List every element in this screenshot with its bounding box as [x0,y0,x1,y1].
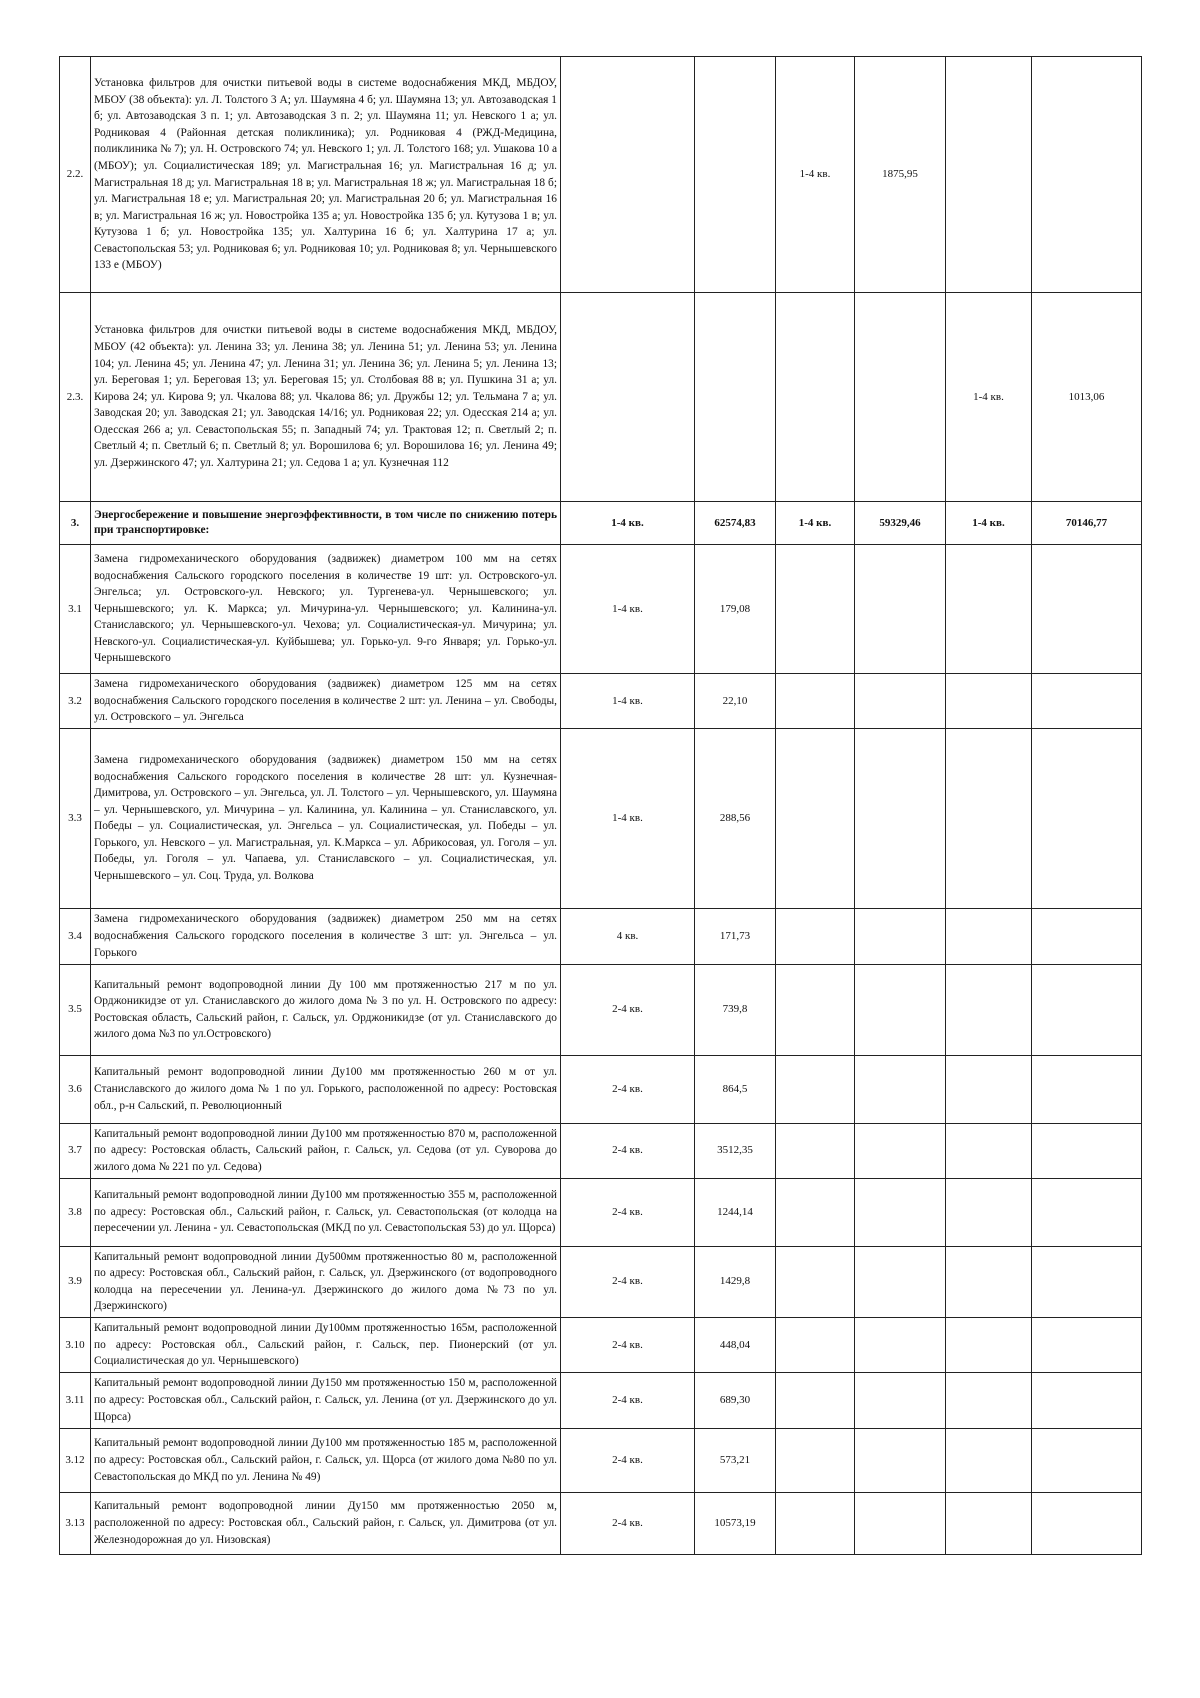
row-number: 3.6 [60,1055,91,1123]
row-number: 3.3 [60,728,91,908]
value-1: 1244,14 [695,1178,776,1246]
row-number: 3.4 [60,908,91,964]
row-description: Капитальный ремонт водопроводной линии Ду100 мм протяженностью 260 м от ул. Станиславского до жилого дома № 1 по ул. Горького, расположенной по адресу: Ростовская обл., р-н Сальский, п. Революционный [91,1055,561,1123]
table-row [60,1178,1142,1246]
document-page [59,56,1141,1555]
period-1: 1-4 кв. [561,674,695,729]
row-number: 2.2. [60,57,91,293]
value-2 [855,674,946,729]
period-2 [776,1123,855,1178]
value-2 [855,728,946,908]
period-2 [776,674,855,729]
row-description: Капитальный ремонт водопроводной линии Ду150 мм протяженностью 150 м, расположенной по адресу: Ростовская обл., Сальский район, г. Сальск, ул. Ленина (от ул. Дзержинского до ул. Щорса) [91,1372,561,1428]
period-3 [946,674,1032,729]
value-2 [855,1055,946,1123]
value-3 [1032,908,1142,964]
period-3: 1-4 кв. [946,293,1032,502]
table-row [60,293,1142,502]
value-1: 573,21 [695,1428,776,1492]
row-number: 3.7 [60,1123,91,1178]
value-2 [855,1492,946,1554]
table-row [60,1246,1142,1317]
value-2 [855,1372,946,1428]
period-2 [776,1428,855,1492]
period-2 [776,908,855,964]
row-number: 3.9 [60,1246,91,1317]
period-3 [946,1372,1032,1428]
row-number: 2.3. [60,293,91,502]
value-3 [1032,545,1142,674]
period-1: 2-4 кв. [561,1123,695,1178]
row-description: Замена гидромеханического оборудования (задвижек) диаметром 125 мм на сетях водоснабжения Сальского городского поселения в количестве 2 шт: ул. Ленина – ул. Свободы, ул. Островского – ул. Энгельса [91,674,561,729]
row-number: 3.11 [60,1372,91,1428]
value-3 [1032,1372,1142,1428]
period-3: 1-4 кв. [946,502,1032,545]
table-row [60,1123,1142,1178]
value-1 [695,293,776,502]
table-row [60,502,1142,545]
value-1: 3512,35 [695,1123,776,1178]
period-2 [776,1178,855,1246]
period-1: 2-4 кв. [561,1246,695,1317]
period-1 [561,57,695,293]
value-3: 70146,77 [1032,502,1142,545]
period-3 [946,57,1032,293]
period-1: 2-4 кв. [561,1492,695,1554]
period-2: 1-4 кв. [776,502,855,545]
row-description: Капитальный ремонт водопроводной линии Ду100 мм протяженностью 185 м, расположенной по адресу: Ростовская обл., Сальский район, г. Сальск, ул. Щорса (от жилого дома №80 по ул. Севастопольская до МКД по ул. Ленина № 49) [91,1428,561,1492]
table-body [60,57,1142,1555]
table-row [60,728,1142,908]
period-3 [946,545,1032,674]
period-3 [946,908,1032,964]
table-row [60,1372,1142,1428]
period-2 [776,1492,855,1554]
value-3 [1032,1123,1142,1178]
table-row [60,57,1142,293]
period-2 [776,1055,855,1123]
value-2: 59329,46 [855,502,946,545]
period-1: 2-4 кв. [561,1055,695,1123]
period-1: 1-4 кв. [561,502,695,545]
period-2 [776,1317,855,1372]
value-2 [855,1317,946,1372]
value-1: 1429,8 [695,1246,776,1317]
value-1: 22,10 [695,674,776,729]
period-1: 1-4 кв. [561,728,695,908]
period-2 [776,1246,855,1317]
period-1: 2-4 кв. [561,1317,695,1372]
period-2 [776,293,855,502]
value-3 [1032,57,1142,293]
period-3 [946,1492,1032,1554]
period-3 [946,1428,1032,1492]
period-2 [776,545,855,674]
value-1: 62574,83 [695,502,776,545]
value-1: 448,04 [695,1317,776,1372]
row-number: 3.1 [60,545,91,674]
measures-table [59,56,1142,1555]
period-1: 4 кв. [561,908,695,964]
value-1: 179,08 [695,545,776,674]
row-number: 3.13 [60,1492,91,1554]
row-description: Капитальный ремонт водопроводной линии Ду 100 мм протяженностью 217 м по ул. Орджоникидзе от ул. Станиславского до жилого дома № 3 по ул. Н. Островского по адресу: Ростовская область, Сальский район, г. Сальск, ул. Орджоникидзе (от ул. Станиславского до жилого дома №3 по ул.Островского) [91,964,561,1055]
value-2 [855,1246,946,1317]
row-description: Капитальный ремонт водопроводной линии Ду100 мм протяженностью 870 м, расположенной по адресу: Ростовская область, Сальский район, г. Сальск, ул. Седова (от ул. Суворова до жилого дома № 221 по ул. Седова) [91,1123,561,1178]
value-2: 1875,95 [855,57,946,293]
period-2 [776,728,855,908]
period-3 [946,1246,1032,1317]
period-2 [776,964,855,1055]
value-2 [855,1178,946,1246]
value-3: 1013,06 [1032,293,1142,502]
table-row [60,674,1142,729]
value-2 [855,964,946,1055]
row-number: 3.2 [60,674,91,729]
period-1: 2-4 кв. [561,1178,695,1246]
period-1: 2-4 кв. [561,1372,695,1428]
value-1: 288,56 [695,728,776,908]
row-number: 3. [60,502,91,545]
row-description: Установка фильтров для очистки питьевой воды в системе водоснабжения МКД, МБДОУ, МБОУ (38 объекта): ул. Л. Толстого 3 А; ул. Шаумяна 4 б; ул. Шаумяна 13; ул. Автозаводская 1 б; ул. Автозаводская 3 п. 1; ул. Автозаводская 3 п. 2; ул. Шаумяна 11; ул. Невского 1 а; ул. Родниковая 4 (Районная детская поликлиника); ул. Родниковая 4 (РЖД-Медицина, поликлиника № 7); ул. Н. Островского 74; ул. Невского 1; ул. Л. Толстого 168; ул. Ушакова 10 а (МБОУ); ул. Социалистическая 189; ул. Магистральная 16; ул. Магистральная 16 д; ул. Магистральная 18 д; ул. Магистральная 18 в; ул. Магистральная 18 ж; ул. Магистральная 18 б; ул. Магистральная 18 е; ул. Магистральная 20; ул. Магистральная 20 б; ул. Магистральная 16 в; ул. Магистральная 16 ж; ул. Новостройка 135 а; ул. Новостройка 135 б; ул. Кутузова 1 в; ул. Кутузова 1 б; ул. Новостройка 135; ул. Халтурина 16 б; ул. Халтурина 17 а; ул. Севастопольская 53; ул. Родниковая 6; ул. Родниковая 10; ул. Родниковая 8; ул. Чернышевского 133 е (МБОУ) [91,57,561,293]
value-3 [1032,1246,1142,1317]
period-1 [561,293,695,502]
row-description: Энергосбережение и повышение энергоэффективности, в том числе по снижению потерь при транспортировке: [91,502,561,545]
row-description: Капитальный ремонт водопроводной линии Ду100мм протяженностью 165м, расположенной по адресу: Ростовская обл., Сальский район, г. Сальск, пер. Пионерский (от ул. Социалистическая до ул. Чернышевского) [91,1317,561,1372]
row-description: Замена гидромеханического оборудования (задвижек) диаметром 100 мм на сетях водоснабжения Сальского городского поселения в количестве 19 шт: ул. Островского-ул. Энгельса; ул. Островского-ул. Невского; ул. Тургенева-ул. Чернышевского; ул. Чернышевского; ул. К. Маркса; ул. Мичурина-ул. Чернышевского; ул. Калинина-ул. Станиславского; ул. Чернышевского-ул. Чехова; ул. Социалистическая-ул. Мичурина; ул. Невского-ул. Социалистическая-ул. Куйбышева; ул. Горько-ул. 9-го Января; ул. Горько-ул. Чернышевского [91,545,561,674]
row-description: Замена гидромеханического оборудования (задвижек) диаметром 250 мм на сетях водоснабжения Сальского городского поселения в количестве 3 шт: ул. Энгельса – ул. Горького [91,908,561,964]
value-3 [1032,1178,1142,1246]
period-1: 2-4 кв. [561,964,695,1055]
table-row [60,1428,1142,1492]
value-1: 171,73 [695,908,776,964]
value-3 [1032,1317,1142,1372]
table-row [60,908,1142,964]
row-description: Капитальный ремонт водопроводной линии Ду150 мм протяженностью 2050 м, расположенной по адресу: Ростовская обл., Сальский район, г. Сальск, ул. Димитрова (от ул. Железнодорожная до ул. Низовская) [91,1492,561,1554]
period-2 [776,1372,855,1428]
row-number: 3.8 [60,1178,91,1246]
value-2 [855,1428,946,1492]
value-3 [1032,674,1142,729]
value-1: 689,30 [695,1372,776,1428]
row-description: Капитальный ремонт водопроводной линии Ду500мм протяженностью 80 м, расположенной по адресу: Ростовская обл., Сальский район, г. Сальск, ул. Дзержинского (от водопроводного колодца на пересечении ул. Ленина-ул. Дзержинского до жилого дома №73 по ул. Дзержинского) [91,1246,561,1317]
value-3 [1032,1055,1142,1123]
value-1: 864,5 [695,1055,776,1123]
period-3 [946,1123,1032,1178]
value-2 [855,908,946,964]
period-1: 2-4 кв. [561,1428,695,1492]
period-2: 1-4 кв. [776,57,855,293]
table-row [60,1492,1142,1554]
value-2 [855,545,946,674]
row-description: Капитальный ремонт водопроводной линии Ду100 мм протяженностью 355 м, расположенной по адресу: Ростовская обл., Сальский район, г. Сальск, ул. Севастопольская (от колодца на пересечении ул. Ленина - ул. Севастопольская (МКД по ул. Севастопольская 53) до ул. Щорса) [91,1178,561,1246]
period-3 [946,1055,1032,1123]
table-row [60,1317,1142,1372]
period-3 [946,1317,1032,1372]
row-number: 3.5 [60,964,91,1055]
period-3 [946,1178,1032,1246]
row-description: Замена гидромеханического оборудования (задвижек) диаметром 150 мм на сетях водоснабжения Сальского городского поселения в количестве 28 шт: ул. Кузнечная-Димитрова, ул. Островского – ул. Энгельса, ул. Л. Толстого – ул. Чернышевского, ул. Шаумяна – ул. Чернышевского, ул. Мичурина – ул. Калинина, ул. Калинина – ул. Станиславского, ул. Победы – ул. Социалистическая, ул. Энгельса – ул. Социалистическая, ул. Победы – ул. Горького, ул. Невского – ул. Магистральная, ул. К.Маркса – ул. Абрикосовая, ул. Гоголя – ул. Победы, ул. Гоголя – ул. Чапаева, ул. Станиславского – ул. Социалистическая, ул. Чернышевского – ул. Соц. Труда, ул. Волкова [91,728,561,908]
row-number: 3.10 [60,1317,91,1372]
period-3 [946,964,1032,1055]
period-1: 1-4 кв. [561,545,695,674]
table-row [60,1055,1142,1123]
value-1: 739,8 [695,964,776,1055]
value-1 [695,57,776,293]
value-2 [855,1123,946,1178]
value-3 [1032,964,1142,1055]
table-row [60,545,1142,674]
row-number: 3.12 [60,1428,91,1492]
value-2 [855,293,946,502]
value-1: 10573,19 [695,1492,776,1554]
value-3 [1032,1428,1142,1492]
value-3 [1032,728,1142,908]
value-3 [1032,1492,1142,1554]
period-3 [946,728,1032,908]
table-row [60,964,1142,1055]
row-description: Установка фильтров для очистки питьевой воды в системе водоснабжения МКД, МБДОУ, МБОУ (42 объекта): ул. Ленина 33; ул. Ленина 38; ул. Ленина 51; ул. Ленина 53; ул. Ленина 104; ул. Ленина 45; ул. Ленина 47; ул. Ленина 31; ул. Ленина 36; ул. Ленина 5; ул. Ленина 13; ул. Береговая 1; ул. Береговая 13; ул. Береговая 15; ул. Столбовая 88 в; ул. Пушкина 31 а; ул. Кирова 24; ул. Кирова 9; ул. Чкалова 88; ул. Чкалова 86; ул. Дружбы 12; ул. Тельмана 7 а; ул. Заводская 20; ул. Заводская 21; ул. Заводская 14/16; ул. Родниковая 22; ул. Одесская 214 а; ул. Одесская 266 а; ул. Севастопольская 55; п. Западный 74; ул. Трактовая 12; п. Светлый 2; п. Светлый 4; п. Светлый 6; п. Светлый 8; ул. Ворошилова 6; ул. Ворошилова 16; ул. Ленина 49; ул. Дзержинского 47; ул. Халтурина 21; ул. Седова 1 а; ул. Кузнечная 112 [91,293,561,502]
